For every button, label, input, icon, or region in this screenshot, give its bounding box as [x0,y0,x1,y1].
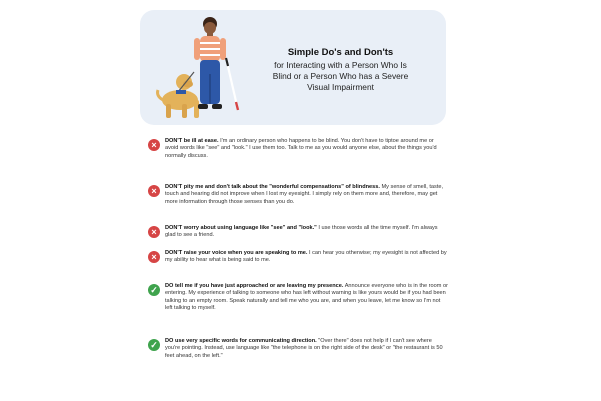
item-heading: DON'T pity me and don't talk about the "wonderful compensations" of blindness. [165,184,380,190]
page-title: Simple Do's and Don'ts [287,47,394,58]
x-icon: × [148,139,160,151]
item-body: I use those words all the time myself. I'm always glad to see a friend. [165,225,438,239]
item-heading: DO tell me if you have just approached or are leaving my presence. [165,283,344,289]
item-text [165,138,448,160]
page-subtitle [248,60,433,93]
item-heading: DO use very specific words for communicating direction. [165,338,317,344]
person-with-guide-dog-illustration [150,12,250,124]
subtitle-line: Visual Impairment [307,82,374,92]
item-body: I can hear you otherwise; my eyesight is not affected by my ability to hear what is being said to me. [165,250,447,264]
guide-dog-icon [158,72,199,118]
item-text [165,184,448,206]
x-icon: × [148,251,160,263]
check-icon: ✓ [148,284,160,296]
item-text [165,250,448,265]
item-body: Announce everyone who is in the room or entering. My experience of talking to someone who has left without warning is like yours would be if you had been talking to an empty room. Speak naturally and tell me who you are, and when you leave, let me know so I'm not left talking to myself. [165,283,448,312]
item-text [165,283,448,313]
subtitle-line: Blind or a Person Who has a Severe [272,71,409,81]
item-body: I'm an ordinary person who happens to be blind. You don't have to tiptoe around me or avoid words like "see" and "look." I use them too. Talk to me as you would anyone else, about the things you'd normally discuss. [165,138,437,159]
check-icon: ✓ [148,339,160,351]
item-heading: DON'T raise your voice when you are speaking to me. [165,250,308,256]
item-body: My sense of smell, taste, touch and hearing did not improve when I lost my eyesight. I simply rely on them more and, therefore, may get more information through those senses than you do. [165,184,444,205]
x-icon: × [148,185,160,197]
item-text [165,338,448,360]
person-icon [194,17,238,110]
header-text [248,47,433,93]
item-heading: DON'T worry about using language like "see" and "look." [165,225,317,231]
subtitle-line: for Interacting with a Person Who Is [274,60,407,70]
item-body: "Over there" does not help if I can't see where you're pointing. Instead, use language like "the telephone is on the right side of the desk" or "the restaurant is 50 feet ahead, on the left." [165,338,443,359]
item-heading: DON'T be ill at ease. [165,138,219,144]
x-icon: × [148,226,160,238]
item-text [165,225,448,240]
